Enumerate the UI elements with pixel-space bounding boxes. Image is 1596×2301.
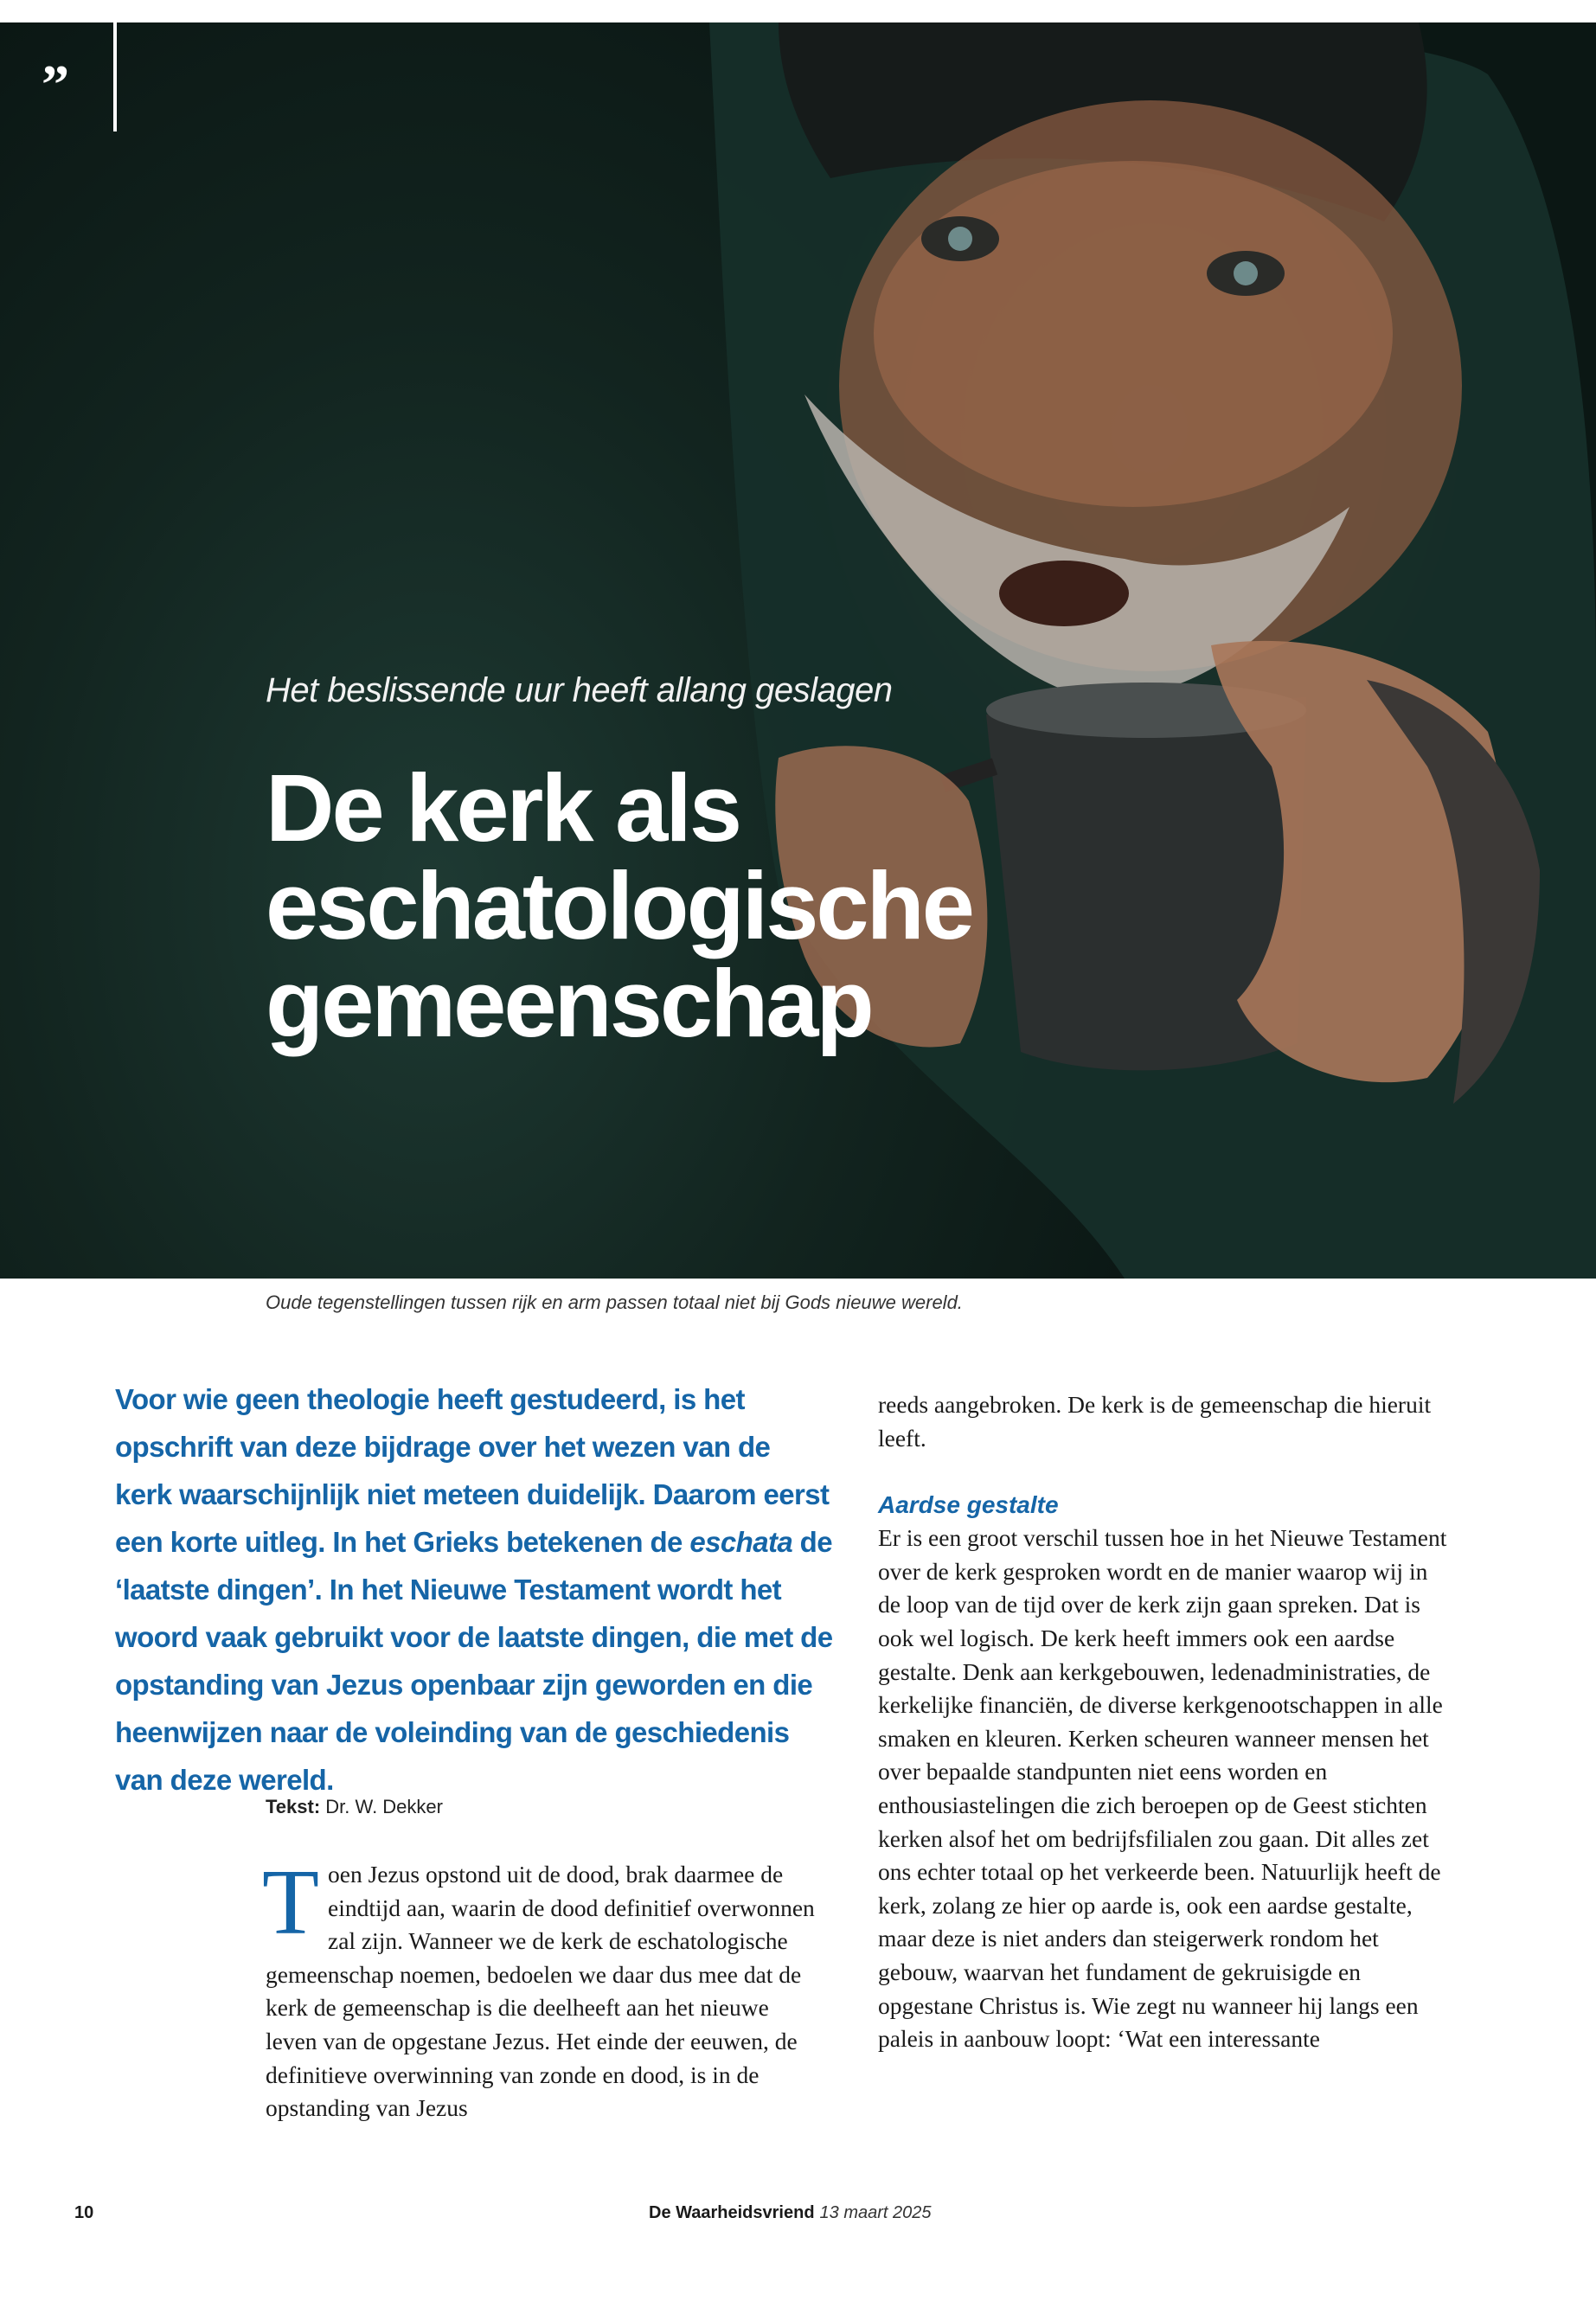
- lede-emphasis: eschata: [689, 1526, 793, 1558]
- drop-cap: T: [262, 1851, 319, 1954]
- lede-part-1: Voor wie geen theologie heeft gestudeerd, is het opschrift van deze bijdrage over het wezen van de kerk waarschijnlijk niet meteen duidelijk. Daarom eerst een korte uitleg. In het Grieks betekenen de: [115, 1383, 830, 1558]
- body-col1-text: oen Jezus opstond uit de dood, brak daarmee de eindtijd aan, waarin de dood definitief overwonnen zal zijn. Wanneer we de kerk de eschatologische gemeenschap noemen, bedoelen we daar dus mee dat de kerk de gemeenschap is die deelheeft aan het nieuwe leven van de opgestane Jezus. Het einde der eeuwen, de definitieve overwinning van zonde en dood, is in de opstanding van Jezus: [266, 1861, 815, 2122]
- body-column-1: [262, 1851, 819, 2125]
- body-column-2: [878, 1388, 1449, 2056]
- page-number: 10: [74, 2203, 94, 2222]
- subhead: Aardse gestalte: [878, 1491, 1059, 1519]
- publication-name: De Waarheidsvriend: [649, 2203, 815, 2222]
- photo-caption: Oude tegenstellingen tussen rijk en arm passen totaal niet bij Gods nieuwe wereld.: [266, 1292, 963, 1313]
- publication-date: 13 maart 2025: [819, 2203, 932, 2222]
- footer-publication: [649, 2203, 932, 2223]
- headline-line-1: De kerk als: [266, 755, 740, 862]
- headline-line-3: gemeenschap: [266, 951, 872, 1057]
- lede-paragraph: [115, 1375, 833, 1804]
- body-col2-text: Er is een groot verschil tussen hoe in het Nieuwe Testament over de kerk gesproken wordt en de manier waarop wij in de loop van de tijd over de kerk zijn gaan spreken. Dat is ook wel logisch. De kerk heeft immers ook een aardse gestalte. Denk aan kerkgebouwen, ledenadministraties, de kerkelijke financiën, de diverse kerkgenootschappen in alle smaken en kleuren. Kerken scheuren wanneer mensen het over bepaalde standpunten niet eens worden en enthousiastelingen die zich beroepen op de Geest stichten kerken alsof het om bedrijfsfilialen zou gaan. Dit alles zet ons echter totaal op het verkeerde been. Natuurlijk heeft de kerk, zolang ze hier op aarde is, ook een aardse gestalte, maar deze is niet anders dan steigerwerk rondom het gebouw, waarvan het fundament de gekruisigde en opgestane Christus is. Wie zegt nu wanneer hij langs een paleis in aanbouw loopt: ‘Wat een interessante: [878, 1524, 1447, 2053]
- byline-label: Tekst:: [266, 1796, 321, 1817]
- headline-line-2: eschatologische: [266, 853, 972, 959]
- kicker: Het beslissende uur heeft allang geslagen: [266, 671, 893, 709]
- hero-illustration: [0, 22, 1596, 1279]
- quote-glyph: ”: [42, 54, 69, 115]
- hero-photo: [0, 22, 1596, 1279]
- body-col2-intro: reeds aangebroken. De kerk is de gemeenschap die hieruit leeft.: [878, 1391, 1432, 1452]
- lede-part-2: de ‘laatste dingen’. In het Nieuwe Testament wordt het woord vaak gebruikt voor de laatste dingen, die met de opstanding van Jezus openbaar zijn geworden en die heenwijzen naar de voleinding van de geschiedenis van deze wereld.: [115, 1526, 833, 1796]
- headline: [266, 755, 1044, 1057]
- byline-author: Dr. W. Dekker: [325, 1796, 443, 1817]
- quote-rule: [113, 22, 117, 131]
- byline: [266, 1795, 443, 1820]
